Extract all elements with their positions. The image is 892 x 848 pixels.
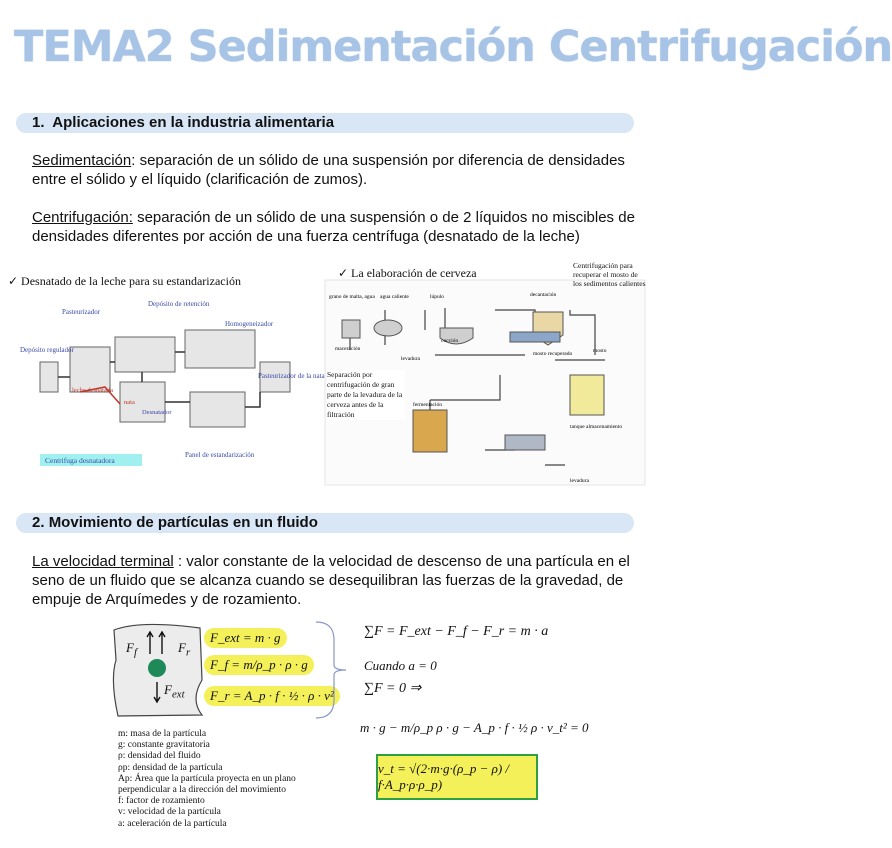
sedimentacion-text: : separación de un sólido de una suspensión por diferencia de densidades entre el sólido y el líquido (clarificación de zumos). [32,152,625,188]
section-2-title: Movimiento de partículas en un fluido [48,514,318,531]
tanque-label: tanque almacenamiento [570,424,623,430]
equation-fext: F_ext = m · g [204,628,287,648]
centrifugacion-text: separación de un sólido de una suspensión o de 2 líquidos no miscibles de densidades diferentes por acción de una fuerza centrífuga (desnatado de la leche) [32,209,635,245]
velocidad-text: : valor constante de la velocidad de descenso de una partícula en el seno de un fluido que se alcanza cuando se desequilibran las fuerzas de la gravedad, de empuje de Arquímedes y de rozamiento. [32,553,630,608]
velocidad-term: La velocidad terminal [32,553,174,570]
sedimentacion-term: Sedimentación [32,152,132,169]
pasteurizer-block [70,347,110,392]
section-1-title: Aplicaciones en la industria alimentaria [52,114,335,131]
fr-label: $F_r$ [178,640,191,659]
agua-kettle [374,320,402,336]
panel-block [190,392,245,427]
homogenizer-block [185,330,255,368]
terminal-velocity-equation: v_t = √(2·m·g·(ρ_p − ρ) / f·A_p·ρ·ρ_p) [376,754,538,800]
page-title: TEMA2 Sedimentación Centrifugación [14,22,892,72]
section-2-heading [32,513,318,533]
levadura-label: levadura [401,356,420,362]
lupulo-label: lúpulo [430,294,445,300]
levadura-out-label: levadura [570,478,589,484]
mosto-recuperado-label: mosto recuperado [533,351,573,357]
leche-desnatada-label: leche desnatada [72,387,113,394]
homogeneizador-label: Homogeneizador [225,320,274,328]
section-1-number: 1. [32,114,45,131]
legend-item: a: aceleración de la partícula [118,818,227,829]
legend-item: f: factor de rozamiento [118,796,205,807]
section-2-number: 2. [32,514,45,531]
cuando-text: Cuando a = 0 [364,658,437,673]
variable-legend [118,729,358,830]
velocidad-paragraph [32,552,642,609]
maceracion-label: maceración [335,346,361,352]
legend-item: v: velocidad de la partícula [118,807,221,818]
panel-label: Panel de estandarización [185,451,255,459]
fermentacion-tank [413,410,447,452]
leche-diagram [20,292,325,472]
cerveza-caption: ✓ La elaboración de cerveza [338,266,477,280]
section-1-heading [32,113,334,133]
pasteurizador-label: Pasteurizador [62,308,101,316]
legend-item: ρ: densidad del fluido [118,751,201,762]
cerveza-note-left: Separación por centrifugación de gran parte de la levadura de la cerveza antes de la filtración [327,370,405,420]
ff-label: $F_f$ [126,640,137,659]
fext-label: $F_{ext}$ [164,682,185,701]
sedimentacion-paragraph [32,151,642,189]
grano-tank [342,320,360,338]
retention-block [115,337,175,372]
mosto-label: mosto [593,348,607,354]
balance-equation: m · g − m/ρ_p ρ · g − A_p · f · ½ ρ · v_t² = 0 [360,720,589,735]
legend-item: perpendicular a la dirección del movimiento [118,785,287,796]
coccion-label: cocción [441,338,459,344]
cerveza-note-right: Centrifugación para recuperar el mosto de los sedimentos calientes [573,261,646,288]
deposito-regulador-tank [40,362,58,392]
centrifuge-1 [510,332,560,342]
pasteurizador-nata-label: Pasteurizador de la nata [258,372,325,380]
centrifugacion-term: Centrifugación: [32,209,133,226]
equation-fr: F_r = A_p · f · ½ · ρ · v² [204,686,340,706]
centrifugacion-paragraph [32,208,642,246]
grano-label: grano de malta, agua [329,294,375,300]
legend-item: g: constante gravitatoria [118,740,210,751]
sum-forces-equation: ∑F = F_ext − F_f − F_r = m · a [364,624,549,639]
fermentacion-label: fermentación [413,402,443,408]
sum-zero-equation: ∑F = 0 ⇒ [364,681,422,696]
equation-ff: F_f = m/ρ_p · ρ · g [204,655,314,675]
nata-label: nata [124,399,135,406]
legend-item: Ap: Área que la partícula proyecta en un plano [118,773,296,784]
deposito-retencion-label: Depósito de retención [148,300,210,308]
tanque-almacenamiento [570,375,604,415]
desnatador-label: Desnatador [142,409,172,416]
leche-caption: ✓ Desnatado de la leche para su estandarización [8,274,241,288]
particle-diagram [110,620,210,720]
centrifuga-label: Centrifuga desnatadora [45,456,115,465]
decantacion-label: decantación [530,292,557,298]
deposito-regulador-label: Depósito regulador [20,346,74,354]
legend-item: ρp: densidad de la partícula [118,762,223,773]
legend-item: m: masa de la partícula [118,729,207,739]
agua-caliente-label: agua caliente [380,294,409,300]
bracket [314,620,354,720]
centrifuge-2 [505,435,545,450]
